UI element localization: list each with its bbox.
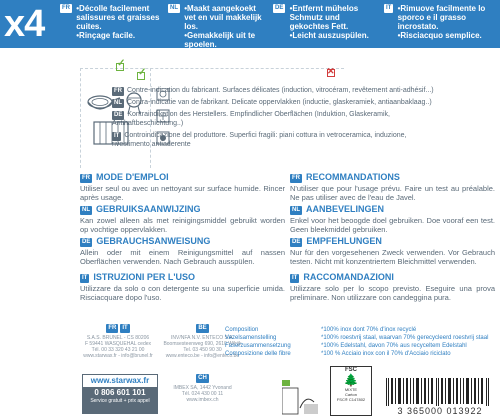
lang-badge: IT [386,5,392,11]
section-text: Utilizzare solo per lo scopo previsto. Eseguire una prova preliminare. Non utilizzare con candeggina pura. [290,284,495,302]
fsc-code: FSC® C147802 [336,397,366,402]
address-line: www.starwax.fr - info@brunel.fr [83,353,153,359]
lang-badge: DE [114,112,123,118]
check-icon: ✓ [117,58,126,69]
address-line: IMBEX SA, 1442 Yvonand [173,385,232,391]
section-fr-usage [80,172,285,202]
benefit: • Entfernt mühelos Schmutz und gekochtes Fett. [290,4,378,31]
address-line: www.enteco.be - info@enteco.be [165,353,240,359]
address-fr-it [80,324,156,359]
contraindication-nl [112,99,442,108]
address-line: Boomsesteenweg 690, 2610 Wilrijk [163,341,242,347]
section-text: N'utiliser que pour l'usage prévu. Faire un test au préalable. Ne pas utiliser avec de l'eau de Javel. [290,184,495,202]
address-line: S.A.S. BRUNEL - CS 80206 [86,335,150,341]
lang-badge: FR [62,5,70,11]
address-line: Tel. 03 450 90 30 [183,347,222,353]
lang-badge: DE [275,5,284,11]
section-title: RECOMMANDATIONS [306,172,400,182]
contraindication-text: Contra-indicatie van de fabrikant. Delicate oppervlakken (inductie, glaskeramiek, antiaanbaklaag..) [127,99,432,106]
section-title: GEBRUIKSAANWIJZING [96,204,201,214]
section-text: Utiliser seul ou avec un nettoyant sur surface humide. Rincer après usage. [80,184,285,202]
lang-badge: DE [82,239,91,245]
section-de-usage [80,236,285,266]
lang-badge: NL [292,207,300,213]
address-line: Tél. 00 33 320 43 21 00 [91,347,145,353]
section-title: EMPFEHLUNGEN [306,236,382,246]
section-nl-reco [290,204,495,234]
lang-badge: IT [292,275,298,281]
lang-badge: IT [114,133,120,139]
contraindication-text: Kontraindikation des Herstellers. Empfindlicher Oberflächen (Induktion, Glaskeramik, Antihaftbeschichtung..) [112,111,390,127]
contraindication-text: Contre-indication du fabricant. Surfaces délicates (induction, vitrocéram, revêtement anti-adhésif...) [127,87,434,94]
contraindication-text: Controindicazione del produttore. Superfici fragili: piani cottura in vetroceramica, induzione, rivestimento antiaderente [112,132,407,148]
barcode-number: 3 365000 013922 [382,406,498,416]
section-text: Kan zowel alleen als met reinigingsmiddel gebruikt worden op vochtige oppervlakken. [80,216,285,234]
section-title: ISTRUZIONI PER L'USO [93,272,195,282]
triman-logo [282,378,322,416]
contraindication-de [112,111,402,129]
section-title: GEBRAUCHSANWEISUNG [96,236,211,246]
section-text: Allein oder mit einem Reinigungsmittel auf nassen Oberflächen verwenden. Nach Gebrauch ausspülen. [80,248,285,266]
section-nl-usage [80,204,285,234]
service-note: + prix appel [123,398,150,404]
section-title: RACCOMANDAZIONI [303,272,394,282]
composition-label: Composizione delle fibre [225,351,291,357]
benefit: • Maakt aangekoekt vet en vuil makkelijk los. [184,4,266,31]
composition-label: Composition [225,327,259,333]
contact-box [82,374,158,414]
fsc-logo [330,366,372,416]
contraindication-fr [112,87,442,96]
benefit: • Risciacquo semplice. [398,31,494,40]
contraindication-it [112,132,442,150]
section-it-reco [290,272,495,302]
fsc-brand: FSC [345,367,357,373]
benefit: • Rimuove facilmente lo sporco e il grasso incrostato. [398,4,494,31]
lang-badge: DE [292,239,301,245]
section-it-usage [80,272,285,302]
phone-number: 0 806 601 101 [94,388,146,397]
benefit: • Leicht auszuspülen. [290,31,378,40]
section-text: Enkel voor het beoogde doel gebruiken. Doe vooraf een test. Geen bleekmiddel gebruiken. [290,216,495,234]
check-icon: ✓ [138,67,147,78]
address-line: INV/NFA N.V. ENTECO S.A. [171,335,234,341]
cross-icon: ✕ [327,66,335,76]
lang-badge: CH [198,375,207,381]
section-fr-reco [290,172,495,202]
lang-badge: NL [114,100,122,106]
lang-badge: BE [198,325,207,331]
tree-icon: 🌲 [343,373,359,387]
service-note: Service gratuit [90,398,123,404]
section-text: Nur für den vorgesehenen Zweck verwenden. Vor Gebrauch testen. Nicht mit konzentriertem Bleichmittel verwenden. [290,248,495,266]
composition-label: Faserzusammensetzung [225,343,291,349]
benefit: • Rinçage facile. [76,31,164,40]
barcode [382,378,498,416]
section-title: AANBEVELINGEN [306,204,385,214]
composition-value: *100% roestvrij staal, waarvan 70% gerecycleerd roestvrij staal [321,335,489,341]
barcode-bars [382,378,498,408]
composition-label: Vezelsamenstelling [225,335,277,341]
fsc-carton: Carton [344,392,357,397]
lang-badge: FR [114,88,122,94]
section-text: Utilizzare da solo o con detergente su una superficie umida. Risciacquare dopo l'uso. [80,284,285,302]
lang-badge: NL [170,5,178,11]
lang-badge: FR [82,175,90,181]
composition-value: *100% Edelstahl, davon 70% aus recyceltem Edelstahl [321,343,467,349]
address-line: F 59441 WASQUEHAL cedex [84,341,152,347]
lang-badge: FR [108,325,117,331]
header-col-fr [60,4,164,44]
header-col-nl [168,4,266,49]
fsc-mix: MIXTE [344,387,358,392]
section-title: MODE D'EMPLOI [96,172,169,182]
website-link[interactable]: www.starwax.fr [82,374,158,388]
header-band [0,0,500,48]
composition-value: *100 % Acciaio inox con il 70% d'Acciaio riciclato [321,351,451,357]
address-ch [165,374,240,403]
address-line: Tél. 024 430 00 11 [181,391,224,397]
dashed-divider [80,68,81,168]
lang-badge: IT [122,325,128,331]
address-line: www.imbex.ch [186,397,219,403]
lang-badge: FR [292,175,300,181]
footer [0,316,500,417]
composition-value: *100% inox dont 70% d'inox recyclé [321,327,417,333]
header-col-de [273,4,378,44]
lang-badge: IT [82,275,88,281]
section-de-reco [290,236,495,266]
header-col-it [384,4,494,44]
lang-badge: NL [82,207,90,213]
benefit: • Gemakkelijk uit te spoelen. [184,31,266,49]
pack-count: x4 [4,3,45,45]
benefit: • Décolle facilement salissures et graisses cuites. [76,4,164,31]
